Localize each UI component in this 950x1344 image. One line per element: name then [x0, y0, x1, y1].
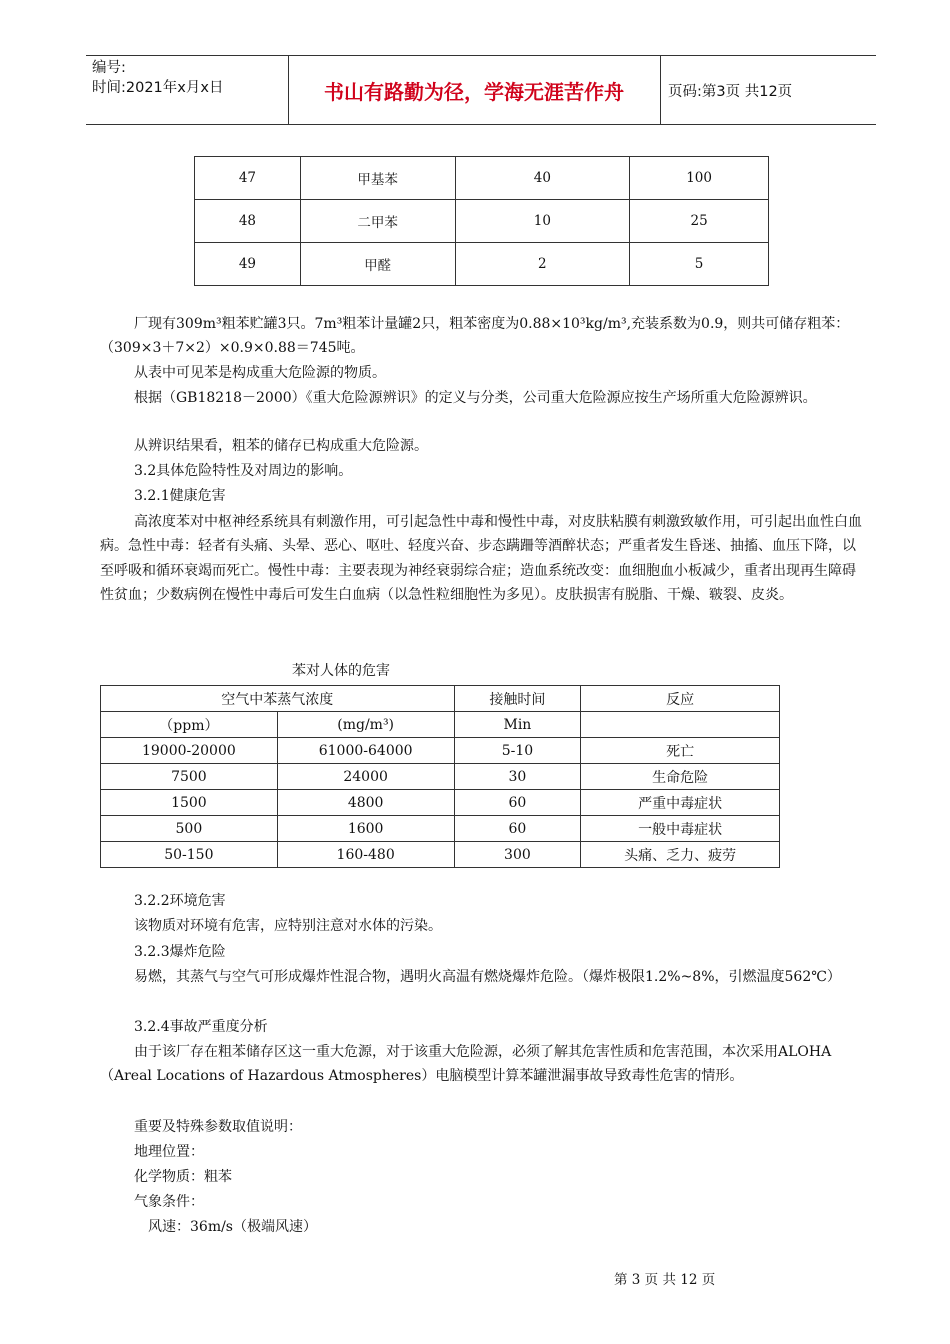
table-cell: 甲醛 [300, 243, 455, 286]
table-cell: 2 [455, 243, 630, 286]
section-heading: 3.2.2环境危害 [134, 893, 226, 909]
table-cell: 49 [195, 243, 301, 286]
param-weather: 气象条件： [134, 1194, 204, 1210]
table-cell: 一般中毒症状 [581, 816, 780, 842]
table-cell: 40 [455, 157, 630, 200]
section-heading: 3.2具体危险特性及对周边的影响。 [134, 463, 353, 479]
paragraph-storage: 厂现有309m³粗苯贮罐3只。7m³粗苯计量罐2只，粗苯密度为0.88×10³kg/m³,充装系数为0.9，则共可储存粗苯：（309×3＋7×2）×0.9×0.88＝745吨。 [100, 316, 850, 357]
table-row [195, 243, 769, 286]
page-footer: 第 3 页 共 12 页 [614, 1272, 716, 1288]
header-motto: 书山有路勤为径，学海无涯苦作舟 [324, 79, 624, 104]
table-row [101, 816, 780, 842]
table-cell: 47 [195, 157, 301, 200]
number-label: 编号: [92, 60, 126, 76]
paragraph-severity: 由于该厂存在粗苯储存区这一重大危源，对于该重大危险源，必须了解其危害性质和危害范围，本次采用ALOHA（Areal Locations of Hazardous Atmospheres）电脑模型计算苯罐泄漏事故导致毒性危害的情形。 [100, 1044, 832, 1085]
section-heading: 3.2.1健康危害 [134, 488, 226, 504]
paragraph-standard: 根据（GB18218－2000）《重大危险源辨识》的定义与分类，公司重大危险源应按生产场所重大危险源辨识。 [134, 390, 817, 406]
table-cell: 死亡 [581, 738, 780, 764]
column-header: （ppm） [101, 712, 278, 738]
table-cell: 4800 [277, 790, 454, 816]
table-cell: 严重中毒症状 [581, 790, 780, 816]
table-cell: 19000-20000 [101, 738, 278, 764]
table-row [195, 157, 769, 200]
table-row [101, 842, 780, 868]
column-header: 接触时间 [454, 686, 581, 712]
table-row [101, 790, 780, 816]
table-row [101, 738, 780, 764]
paragraph-environment: 该物质对环境有危害，应特别注意对水体的污染。 [134, 918, 442, 934]
table-cell: 300 [454, 842, 581, 868]
table-cell: 30 [454, 764, 581, 790]
table-cell: 生命危险 [581, 764, 780, 790]
table-cell: 头痛、乏力、疲劳 [581, 842, 780, 868]
param-location: 地理位置： [134, 1144, 204, 1160]
table-cell: 甲基苯 [300, 157, 455, 200]
table-row [195, 200, 769, 243]
table-cell: 24000 [277, 764, 454, 790]
table-cell: 160-480 [277, 842, 454, 868]
header-divider [660, 56, 661, 124]
header-meta [92, 58, 288, 98]
section-heading: 3.2.4事故严重度分析 [134, 1019, 268, 1035]
table-cell: 二甲苯 [300, 200, 455, 243]
paragraph-result: 从辨识结果看，粗苯的储存已构成重大危险源。 [134, 438, 428, 454]
table-cell: 50-150 [101, 842, 278, 868]
table-cell: 25 [630, 200, 769, 243]
section-heading: 3.2.3爆炸危险 [134, 944, 226, 960]
substance-table [194, 156, 769, 286]
table-cell: 60 [454, 790, 581, 816]
table-cell: 5-10 [454, 738, 581, 764]
column-header: (mg/m³) [277, 712, 454, 738]
header-page-info: 页码:第3页 共12页 [668, 83, 793, 100]
table-row [101, 764, 780, 790]
column-header [581, 712, 780, 738]
table-cell: 10 [455, 200, 630, 243]
table-cell: 1500 [101, 790, 278, 816]
paragraph-conclusion: 从表中可见苯是构成重大危险源的物质。 [134, 365, 386, 381]
table-caption: 苯对人体的危害 [292, 663, 390, 679]
table-cell: 500 [101, 816, 278, 842]
paragraph-health-hazard: 高浓度苯对中枢神经系统具有刺激作用，可引起急性中毒和慢性中毒，对皮肤粘膜有刺激致敏作用，可引起出血性白血病。急性中毒：轻者有头痛、头晕、恶心、呕吐、轻度兴奋、步态蹒跚等酒醉状态；严重者发生昏迷、抽搐、血压下降，以至呼吸和循环衰竭而死亡。慢性中毒：主要表现为神经衰弱综合症；造血系统改变：血细胞血小板减少，重者出现再生障碍性贫血；少数病例在慢性中毒后可发生白血病（以急性粒细胞性为多见）。皮肤损害有脱脂、干燥、皲裂、皮炎。 [100, 514, 862, 603]
table-cell: 1600 [277, 816, 454, 842]
table-cell: 61000-64000 [277, 738, 454, 764]
table-header-row [101, 686, 780, 712]
page-header [86, 55, 876, 125]
table-cell: 60 [454, 816, 581, 842]
paragraph-params: 重要及特殊参数取值说明： [134, 1119, 302, 1135]
param-wind-speed: 风速：36m/s（极端风速） [148, 1219, 317, 1235]
table-header-row [101, 712, 780, 738]
param-chemical: 化学物质：粗苯 [134, 1169, 232, 1185]
column-header: 反应 [581, 686, 780, 712]
table-cell: 100 [630, 157, 769, 200]
column-header: 空气中苯蒸气浓度 [101, 686, 455, 712]
time-label: 时间:2021年x月x日 [92, 80, 224, 96]
table-cell: 5 [630, 243, 769, 286]
benzene-hazard-table [100, 685, 780, 868]
column-header: Min [454, 712, 581, 738]
paragraph-explosion: 易燃，其蒸气与空气可形成爆炸性混合物，遇明火高温有燃烧爆炸危险。（爆炸极限1.2%~8%，引燃温度562℃） [134, 969, 841, 985]
table-cell: 48 [195, 200, 301, 243]
table-cell: 7500 [101, 764, 278, 790]
